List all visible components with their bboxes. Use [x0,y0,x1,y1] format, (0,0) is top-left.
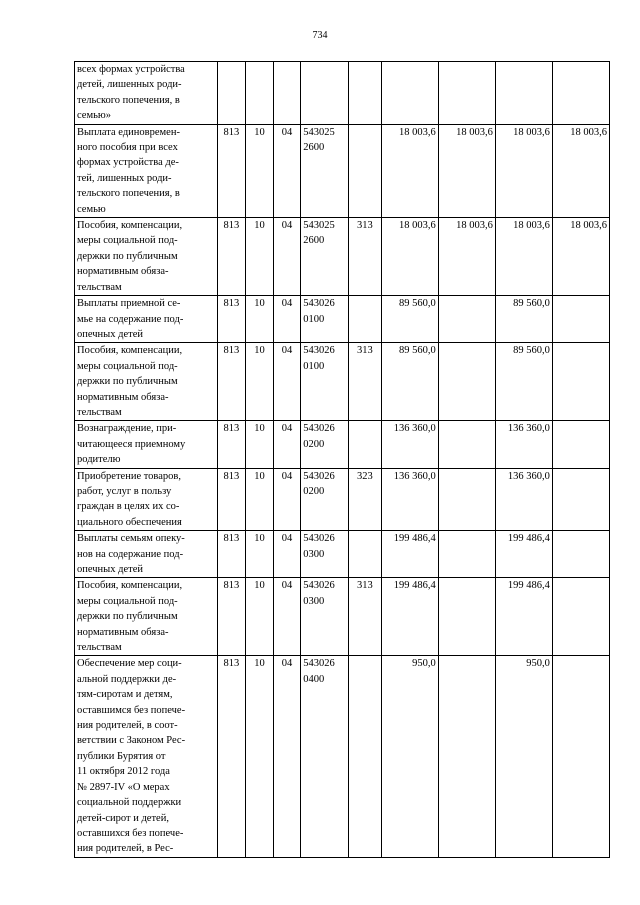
rz-cell: 10 [246,343,274,421]
rz-cell: 10 [246,656,274,857]
csr-line: 0200 [303,438,325,450]
row-name-cell [75,656,218,857]
csr-cell [301,531,349,578]
vr-cell: 313 [349,218,382,296]
row-name-line: Обеспечение мер соци- [77,658,182,670]
row-name-cell [75,62,218,125]
row-name-line: тям-сиротам и детям, [77,689,173,701]
rz-cell: 10 [246,421,274,468]
pr-cell: 04 [273,656,301,857]
row-name-line: оставшихся без попече- [77,827,184,839]
row-name-cell [75,421,218,468]
vr-cell [349,531,382,578]
row-name-line: нов на содержание под- [77,548,184,560]
csr-line: 0100 [303,360,325,372]
row-name-line: ветствии с Законом Рес- [77,735,186,747]
amount-cell-3: 136 360,0 [495,468,552,531]
ved-cell [217,62,246,125]
amount-cell-1 [381,62,438,125]
amount-cell-1: 950,0 [381,656,438,857]
row-name-line: детей, лишенных роди- [77,79,182,91]
csr-line: 543026 [303,470,335,482]
row-name-line: тельского попечения, в [77,94,180,106]
amount-cell-2 [438,343,495,421]
ved-cell: 813 [217,468,246,531]
csr-line: 543026 [303,345,335,357]
page-number: 734 [312,30,328,41]
amount-cell-2 [438,578,495,656]
amount-cell-1: 199 486,4 [381,531,438,578]
row-name-cell [75,468,218,531]
row-name-line: Выплаты семьям опеку- [77,533,185,545]
csr-cell [301,218,349,296]
amount-cell-1: 199 486,4 [381,578,438,656]
vr-cell [349,656,382,857]
row-name-line: родителю [77,454,121,466]
csr-cell [301,468,349,531]
row-name-line: мье на содержание под- [77,313,184,325]
ved-cell: 813 [217,578,246,656]
vr-cell [349,296,382,343]
pr-cell: 04 [273,343,301,421]
amount-cell-4 [552,343,609,421]
row-name-line: читающееся приемному [77,438,186,450]
amount-cell-3: 950,0 [495,656,552,857]
row-name-line: Пособия, компенсации, [77,580,183,592]
csr-cell [301,578,349,656]
pr-cell: 04 [273,296,301,343]
table-row [75,421,610,468]
table-row [75,62,610,125]
rz-cell: 10 [246,218,274,296]
amount-cell-2: 18 003,6 [438,218,495,296]
amount-cell-4 [552,656,609,857]
amount-cell-4: 18 003,6 [552,124,609,217]
table-row [75,531,610,578]
row-name-line: оставшимся без попече- [77,704,186,716]
rz-cell: 10 [246,296,274,343]
budget-table [74,61,610,858]
pr-cell: 04 [273,218,301,296]
csr-line: 543026 [303,533,335,545]
row-name-line: тей, лишенных роди- [77,172,172,184]
pr-cell: 04 [273,578,301,656]
csr-cell [301,62,349,125]
table-row [75,296,610,343]
csr-line: 543025 [303,220,335,232]
rz-cell: 10 [246,531,274,578]
ved-cell: 813 [217,343,246,421]
ved-cell: 813 [217,656,246,857]
row-name-line: работ, услуг в пользу [77,485,172,497]
row-name-line: держки по публичным [77,250,178,262]
table-row [75,343,610,421]
csr-cell [301,421,349,468]
row-name-line: Пособия, компенсации, [77,345,183,357]
row-name-line: нормативным обяза- [77,391,169,403]
amount-cell-2 [438,296,495,343]
row-name-line: меры социальной под- [77,360,178,372]
row-name-line: семью» [77,110,111,122]
row-name-line: граждан в целях их со- [77,501,180,513]
row-name-cell [75,578,218,656]
row-name-line: нормативным обяза- [77,266,169,278]
csr-line: 543026 [303,580,335,592]
amount-cell-1: 89 560,0 [381,296,438,343]
amount-cell-1: 89 560,0 [381,343,438,421]
amount-cell-3: 199 486,4 [495,531,552,578]
vr-cell: 323 [349,468,382,531]
csr-cell [301,343,349,421]
amount-cell-3: 89 560,0 [495,343,552,421]
row-name-line: держки по публичным [77,376,178,388]
ved-cell: 813 [217,296,246,343]
rz-cell: 10 [246,468,274,531]
row-name-cell [75,124,218,217]
amount-cell-1: 18 003,6 [381,218,438,296]
row-name-line: опечных детей [77,328,143,340]
row-name-line: нормативным обяза- [77,626,169,638]
csr-line: 2600 [303,235,325,247]
row-name-line: Приобретение товаров, [77,470,181,482]
csr-cell [301,296,349,343]
row-name-line: всех формах устройства [77,64,185,75]
amount-cell-4: 18 003,6 [552,218,609,296]
table-row [75,656,610,857]
row-name-line: циального обеспечения [77,516,182,528]
csr-cell [301,124,349,217]
row-name-line: меры социальной под- [77,235,178,247]
amount-cell-4 [552,296,609,343]
amount-cell-3: 18 003,6 [495,124,552,217]
pr-cell: 04 [273,421,301,468]
pr-cell [273,62,301,125]
amount-cell-3: 136 360,0 [495,421,552,468]
csr-line: 543026 [303,298,335,310]
row-name-line: социальной поддержки [77,797,182,809]
vr-cell [349,421,382,468]
amount-cell-3: 199 486,4 [495,578,552,656]
csr-line: 543026 [303,658,335,670]
amount-cell-4 [552,62,609,125]
row-name-line: Пособия, компенсации, [77,220,183,232]
vr-cell [349,62,382,125]
csr-line: 2600 [303,142,325,154]
csr-line: 0300 [303,548,325,560]
row-name-line: № 2897-IV «О мерах [77,781,170,793]
row-name-line: Выплаты приемной се- [77,298,181,310]
amount-cell-2 [438,421,495,468]
row-name-cell [75,531,218,578]
row-name-line: Выплата единовремен- [77,126,180,138]
amount-cell-2 [438,531,495,578]
row-name-line: тельствам [77,406,122,418]
csr-line: 0300 [303,595,325,607]
rz-cell: 10 [246,578,274,656]
csr-line: 0200 [303,485,325,497]
ved-cell: 813 [217,124,246,217]
row-name-line: семью [77,203,106,215]
row-name-line: тельствам [77,281,122,293]
row-name-line: формах устройства де- [77,157,179,169]
amount-cell-4 [552,468,609,531]
amount-cell-2 [438,62,495,125]
amount-cell-2: 18 003,6 [438,124,495,217]
ved-cell: 813 [217,531,246,578]
csr-line: 543026 [303,423,335,435]
row-name-line: ния родителей, в Рес- [77,843,174,855]
amount-cell-3 [495,62,552,125]
vr-cell: 313 [349,578,382,656]
amount-cell-3: 18 003,6 [495,218,552,296]
table-row [75,218,610,296]
amount-cell-4 [552,578,609,656]
amount-cell-4 [552,531,609,578]
table-row [75,468,610,531]
row-name-cell [75,296,218,343]
row-name-line: меры социальной под- [77,595,178,607]
row-name-line: ния родителей, в соот- [77,720,178,732]
ved-cell: 813 [217,218,246,296]
amount-cell-1: 136 360,0 [381,468,438,531]
row-name-line: опечных детей [77,564,143,575]
row-name-line: альной поддержки де- [77,673,177,685]
csr-line: 0400 [303,673,325,685]
row-name-cell [75,343,218,421]
row-name-line: публики Бурятия от [77,750,166,762]
row-name-line: ного пособия при всех [77,142,178,154]
amount-cell-2 [438,468,495,531]
amount-cell-3: 89 560,0 [495,296,552,343]
row-name-line: 11 октября 2012 года [77,766,170,778]
vr-cell [349,124,382,217]
rz-cell: 10 [246,124,274,217]
row-name-line: детей-сирот и детей, [77,812,169,824]
row-name-line: тельствам [77,642,122,654]
amount-cell-2 [438,656,495,857]
csr-cell [301,656,349,857]
rz-cell [246,62,274,125]
row-name-line: тельского попечения, в [77,188,180,200]
row-name-line: держки по публичным [77,611,178,623]
pr-cell: 04 [273,124,301,217]
row-name-cell [75,218,218,296]
pr-cell: 04 [273,531,301,578]
csr-line: 543025 [303,126,335,138]
table-row [75,578,610,656]
pr-cell: 04 [273,468,301,531]
csr-line: 0100 [303,313,325,325]
amount-cell-1: 18 003,6 [381,124,438,217]
row-name-line: Вознаграждение, при- [77,423,177,435]
amount-cell-1: 136 360,0 [381,421,438,468]
amount-cell-4 [552,421,609,468]
ved-cell: 813 [217,421,246,468]
vr-cell: 313 [349,343,382,421]
table-row [75,124,610,217]
